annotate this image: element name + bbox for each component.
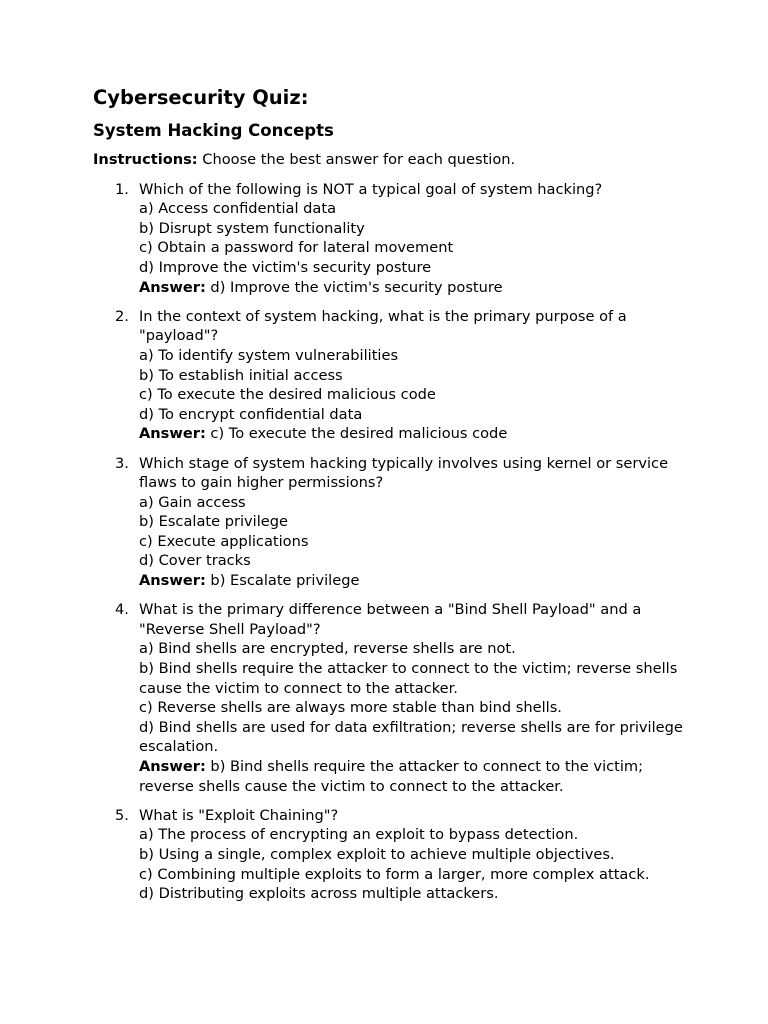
answer-option: c) Execute applications bbox=[139, 532, 309, 550]
answer-option: a) Gain access bbox=[139, 493, 246, 511]
question-list bbox=[93, 180, 693, 904]
answer-option: d) Distributing exploits across multiple attackers. bbox=[139, 885, 499, 903]
answer-option: c) Reverse shells are always more stable than bind shells. bbox=[139, 699, 562, 717]
correct-answer bbox=[139, 278, 693, 298]
question-item bbox=[93, 307, 693, 444]
answer-option: d) Improve the victim's security posture bbox=[139, 258, 432, 276]
answer-option: c) Combining multiple exploits to form a larger, more complex attack. bbox=[139, 865, 650, 883]
question-number: 1. bbox=[115, 180, 129, 198]
question-text: In the context of system hacking, what is the primary purpose of a "payload"? bbox=[139, 307, 627, 345]
page-subtitle: System Hacking Concepts bbox=[93, 121, 334, 140]
question-number: 2. bbox=[115, 307, 129, 325]
question-text: What is the primary difference between a "Bind Shell Payload" and a "Reverse Shell Payload"? bbox=[139, 601, 642, 638]
answer-option: d) Bind shells are used for data exfiltration; reverse shells are for privilege escalation. bbox=[139, 718, 683, 756]
answer-label: Answer: bbox=[139, 278, 206, 296]
instructions bbox=[93, 150, 693, 170]
question-item bbox=[93, 454, 693, 591]
answer-option: b) Escalate privilege bbox=[139, 513, 289, 531]
answer-option: b) Bind shells require the attacker to connect to the victim; reverse shells cause the victim to connect to the attacker. bbox=[139, 660, 678, 697]
answer-option: a) The process of encrypting an exploit to bypass detection. bbox=[139, 826, 579, 844]
answer-option: b) Disrupt system functionality bbox=[139, 219, 365, 237]
question-item bbox=[93, 600, 693, 796]
answer-text: d) Improve the victim's security posture bbox=[205, 278, 503, 296]
answer-option: a) Access confidential data bbox=[139, 200, 337, 218]
instructions-label: Instructions: bbox=[93, 151, 198, 168]
answer-option: a) Bind shells are encrypted, reverse shells are not. bbox=[139, 640, 516, 658]
answer-label: Answer: bbox=[139, 425, 206, 443]
question-text: Which of the following is NOT a typical goal of system hacking? bbox=[139, 180, 603, 198]
correct-answer bbox=[139, 424, 693, 444]
question-item bbox=[93, 806, 693, 904]
question-number: 3. bbox=[115, 454, 129, 472]
correct-answer bbox=[139, 757, 693, 796]
answer-option: c) To execute the desired malicious code bbox=[139, 386, 436, 404]
answer-option: b) To establish initial access bbox=[139, 366, 343, 384]
answer-text: b) Bind shells require the attacker to connect to the victim; reverse shells cause the victim to connect to the attacker. bbox=[139, 758, 644, 795]
answer-option: d) To encrypt confidential data bbox=[139, 405, 363, 423]
answer-option: a) To identify system vulnerabilities bbox=[139, 346, 399, 364]
answer-text: b) Escalate privilege bbox=[205, 572, 360, 590]
answer-option: b) Using a single, complex exploit to achieve multiple objectives. bbox=[139, 845, 615, 863]
answer-label: Answer: bbox=[139, 758, 206, 775]
question-item bbox=[93, 180, 693, 298]
document-page bbox=[93, 84, 693, 913]
answer-label: Answer: bbox=[139, 572, 206, 590]
question-text: Which stage of system hacking typically involves using kernel or service flaws to gain higher permissions? bbox=[139, 454, 669, 492]
instructions-text: Choose the best answer for each question. bbox=[197, 151, 516, 168]
answer-option: c) Obtain a password for lateral movement bbox=[139, 239, 454, 257]
answer-text: c) To execute the desired malicious code bbox=[205, 425, 508, 443]
question-number: 4. bbox=[115, 601, 129, 619]
page-title: Cybersecurity Quiz: bbox=[93, 86, 309, 109]
question-number: 5. bbox=[115, 806, 129, 824]
answer-option: d) Cover tracks bbox=[139, 552, 251, 570]
question-text: What is "Exploit Chaining"? bbox=[139, 806, 339, 824]
correct-answer bbox=[139, 571, 693, 591]
